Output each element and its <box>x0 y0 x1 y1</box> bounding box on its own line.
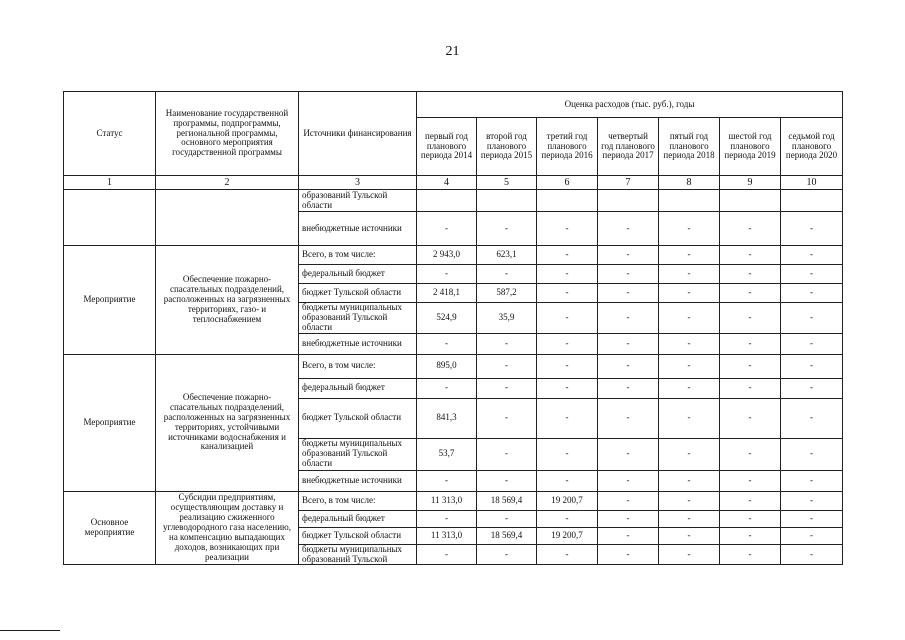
row-value-year-7: - <box>781 212 843 246</box>
row-value-year-1: - <box>417 544 477 565</box>
row-value-year-5: - <box>659 491 720 510</box>
row-value-year-7: - <box>781 303 843 334</box>
row-value-year-2: 587,2 <box>477 284 537 303</box>
row-value-year-5: - <box>659 333 720 354</box>
row-name: Субсидии предприятиям, осуществляющим доставку и реализацию сжиженного углеводородного газа населению, на компенсацию выпадающих доходов, возникающих при реализации <box>156 491 299 565</box>
row-value-year-6: - <box>720 398 781 438</box>
row-value-year-4: - <box>598 284 659 303</box>
row-value-year-3: - <box>537 333 598 354</box>
row-value-year-3: - <box>537 438 598 470</box>
row-value-year-6: - <box>720 470 781 491</box>
row-value-year-1: 895,0 <box>417 354 477 378</box>
row-value-year-5: - <box>659 378 720 398</box>
header-year-1: первый год планового периода 2014 <box>417 118 477 176</box>
column-number: 5 <box>477 176 537 190</box>
row-value-year-2: 35,9 <box>477 303 537 334</box>
column-number: 8 <box>659 176 720 190</box>
row-source: образований Тульской области <box>299 190 417 212</box>
header-source: Источники финансирования <box>299 92 417 176</box>
row-source: Всего, в том числе: <box>299 354 417 378</box>
row-value-year-5: - <box>659 212 720 246</box>
row-value-year-7: - <box>781 438 843 470</box>
row-value-year-1: - <box>417 470 477 491</box>
row-value-year-6: - <box>720 265 781 284</box>
row-value-year-4: - <box>598 398 659 438</box>
row-value-year-3: - <box>537 398 598 438</box>
table-row <box>64 354 843 378</box>
header-status: Статус <box>64 92 156 176</box>
row-value-year-4: - <box>598 378 659 398</box>
row-value-year-1: - <box>417 510 477 527</box>
header-name: Наименование государственной программы, подпрограммы, региональной программы, основного мероприятия государственной программы <box>156 92 299 176</box>
row-source: бюджеты муниципальных образований Тульской области <box>299 438 417 470</box>
row-value-year-1: 524,9 <box>417 303 477 334</box>
row-value-year-4: - <box>598 303 659 334</box>
column-number: 9 <box>720 176 781 190</box>
header-year-7: седьмой год планового периода 2020 <box>781 118 843 176</box>
row-value-year-5: - <box>659 438 720 470</box>
row-value-year-6: - <box>720 491 781 510</box>
row-value-year-7: - <box>781 265 843 284</box>
row-value-year-2: - <box>477 470 537 491</box>
row-source: Всего, в том числе: <box>299 246 417 265</box>
row-value-year-5: - <box>659 303 720 334</box>
row-source: внебюджетные источники <box>299 212 417 246</box>
row-value-year-5: - <box>659 284 720 303</box>
row-value-year-6: - <box>720 246 781 265</box>
row-value-year-2: 18 569,4 <box>477 527 537 544</box>
header-year-5: пятый год планового периода 2018 <box>659 118 720 176</box>
row-value-year-6: - <box>720 527 781 544</box>
row-status: Мероприятие <box>64 354 156 491</box>
row-value-year-1: 11 313,0 <box>417 527 477 544</box>
row-value-year-7 <box>781 190 843 212</box>
row-value-year-7: - <box>781 333 843 354</box>
row-value-year-4: - <box>598 544 659 565</box>
row-value-year-7: - <box>781 354 843 378</box>
row-value-year-3: - <box>537 303 598 334</box>
row-value-year-7: - <box>781 284 843 303</box>
row-value-year-1: 841,3 <box>417 398 477 438</box>
row-source: бюджеты муниципальных образований Тульской области <box>299 303 417 334</box>
row-name: Обеспечение пожарно-спасательных подразделений, расположенных на загрязненных территориях, устойчивыми источниками водоснабжения и канализацией <box>156 354 299 491</box>
row-value-year-5: - <box>659 527 720 544</box>
row-value-year-4: - <box>598 265 659 284</box>
row-value-year-3: - <box>537 378 598 398</box>
row-value-year-2: - <box>477 354 537 378</box>
row-value-year-4: - <box>598 470 659 491</box>
header-year-6: шестой год планового периода 2019 <box>720 118 781 176</box>
row-value-year-5: - <box>659 470 720 491</box>
row-source: федеральный бюджет <box>299 510 417 527</box>
row-value-year-4: - <box>598 510 659 527</box>
row-value-year-7: - <box>781 491 843 510</box>
row-value-year-2: - <box>477 265 537 284</box>
row-value-year-3: - <box>537 354 598 378</box>
row-value-year-1: 2 418,1 <box>417 284 477 303</box>
row-value-year-5: - <box>659 510 720 527</box>
row-value-year-7: - <box>781 544 843 565</box>
row-value-year-3: 19 200,7 <box>537 527 598 544</box>
row-value-year-4: - <box>598 354 659 378</box>
row-value-year-2: - <box>477 212 537 246</box>
row-value-year-5: - <box>659 354 720 378</box>
row-value-year-3: - <box>537 470 598 491</box>
row-value-year-4: - <box>598 246 659 265</box>
row-value-year-3: - <box>537 544 598 565</box>
column-number: 3 <box>299 176 417 190</box>
header-year-2: второй год планового периода 2015 <box>477 118 537 176</box>
column-number: 10 <box>781 176 843 190</box>
row-value-year-2: - <box>477 510 537 527</box>
column-number: 1 <box>64 176 156 190</box>
row-value-year-7: - <box>781 398 843 438</box>
row-value-year-7: - <box>781 378 843 398</box>
row-value-year-7: - <box>781 246 843 265</box>
row-name <box>156 190 299 246</box>
row-value-year-4: - <box>598 438 659 470</box>
row-value-year-7: - <box>781 470 843 491</box>
row-value-year-2: - <box>477 438 537 470</box>
row-value-year-1: 2 943,0 <box>417 246 477 265</box>
row-status: Мероприятие <box>64 246 156 355</box>
column-number: 7 <box>598 176 659 190</box>
row-value-year-6: - <box>720 212 781 246</box>
row-value-year-5: - <box>659 398 720 438</box>
row-value-year-1: 11 313,0 <box>417 491 477 510</box>
row-value-year-5: - <box>659 246 720 265</box>
header-year-3: третий год планового периода 2016 <box>537 118 598 176</box>
row-value-year-1 <box>417 190 477 212</box>
row-value-year-2: - <box>477 378 537 398</box>
row-source: бюджет Тульской области <box>299 284 417 303</box>
row-value-year-3: - <box>537 265 598 284</box>
row-source: федеральный бюджет <box>299 265 417 284</box>
row-value-year-2: - <box>477 398 537 438</box>
row-value-year-6: - <box>720 333 781 354</box>
footnote-rule <box>0 630 60 631</box>
row-source: внебюджетные источники <box>299 333 417 354</box>
row-value-year-3: 19 200,7 <box>537 491 598 510</box>
header-estimate: Оценка расходов (тыс. руб.), годы <box>417 92 843 118</box>
row-value-year-4: - <box>598 491 659 510</box>
row-value-year-4 <box>598 190 659 212</box>
row-source: бюджеты муниципальных образований Тульской <box>299 544 417 565</box>
row-value-year-3: - <box>537 246 598 265</box>
row-value-year-3: - <box>537 284 598 303</box>
row-source: внебюджетные источники <box>299 470 417 491</box>
row-value-year-6: - <box>720 378 781 398</box>
row-value-year-2 <box>477 190 537 212</box>
row-source: федеральный бюджет <box>299 378 417 398</box>
row-value-year-3: - <box>537 510 598 527</box>
row-value-year-6: - <box>720 303 781 334</box>
row-value-year-5: - <box>659 544 720 565</box>
row-value-year-1: - <box>417 212 477 246</box>
row-value-year-2: - <box>477 544 537 565</box>
row-value-year-5 <box>659 190 720 212</box>
table-row <box>64 246 843 265</box>
row-value-year-1: 53,7 <box>417 438 477 470</box>
row-value-year-6: - <box>720 284 781 303</box>
table-row <box>64 491 843 510</box>
row-value-year-6: - <box>720 544 781 565</box>
table-row <box>64 190 843 212</box>
row-value-year-1: - <box>417 378 477 398</box>
row-value-year-2: - <box>477 333 537 354</box>
column-number: 4 <box>417 176 477 190</box>
row-source: бюджет Тульской области <box>299 527 417 544</box>
row-value-year-4: - <box>598 333 659 354</box>
row-value-year-3: - <box>537 212 598 246</box>
budget-table <box>63 91 843 565</box>
row-value-year-3 <box>537 190 598 212</box>
row-value-year-2: 18 569,4 <box>477 491 537 510</box>
row-name: Обеспечение пожарно-спасательных подразделений, расположенных на загрязненных территориях, газо- и теплоснабжением <box>156 246 299 355</box>
row-value-year-4: - <box>598 527 659 544</box>
row-value-year-7: - <box>781 510 843 527</box>
row-value-year-1: - <box>417 265 477 284</box>
column-number: 6 <box>537 176 598 190</box>
row-value-year-6: - <box>720 354 781 378</box>
row-status <box>64 190 156 246</box>
column-number: 2 <box>156 176 299 190</box>
row-value-year-6: - <box>720 510 781 527</box>
row-source: бюджет Тульской области <box>299 398 417 438</box>
row-status: Основное мероприятие <box>64 491 156 565</box>
row-value-year-2: 623,1 <box>477 246 537 265</box>
row-value-year-4: - <box>598 212 659 246</box>
row-value-year-1: - <box>417 333 477 354</box>
row-value-year-6: - <box>720 438 781 470</box>
row-value-year-7: - <box>781 527 843 544</box>
header-year-4: четвертый год планового периода 2017 <box>598 118 659 176</box>
page-number: 21 <box>445 44 460 59</box>
row-source: Всего, в том числе: <box>299 491 417 510</box>
row-value-year-6 <box>720 190 781 212</box>
row-value-year-5: - <box>659 265 720 284</box>
